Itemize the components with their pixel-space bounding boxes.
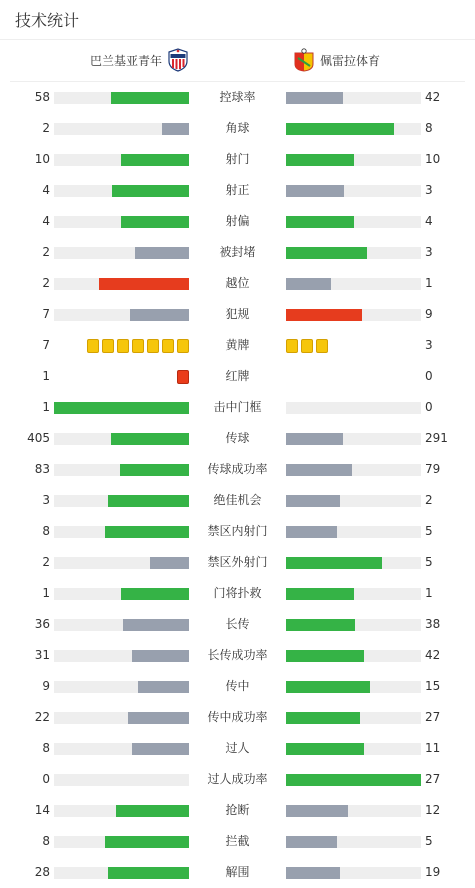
stat-label: 抢断 — [225, 803, 250, 817]
stat-label: 门将扑救 — [213, 586, 262, 600]
away-bar-fill — [286, 433, 343, 445]
away-value: 291 — [425, 431, 448, 445]
away-bar-track — [286, 588, 421, 600]
away-value: 3 — [425, 338, 433, 352]
away-bar-track — [286, 805, 421, 817]
away-bar-track — [286, 433, 421, 445]
away-value: 27 — [425, 710, 441, 724]
home-bar-track — [54, 123, 189, 135]
away-value: 1 — [425, 276, 433, 290]
home-bar-track — [54, 650, 189, 662]
away-team[interactable] — [293, 40, 380, 80]
home-value: 0 — [42, 772, 50, 786]
away-bar-track — [286, 836, 421, 848]
home-bar-track — [54, 433, 189, 445]
home-value: 4 — [42, 214, 50, 228]
stat-row — [0, 764, 475, 795]
home-bar-fill — [123, 619, 189, 631]
stat-label: 长传成功率 — [207, 648, 268, 662]
away-bar-track — [286, 309, 421, 321]
stat-label: 射正 — [225, 183, 250, 197]
away-bar-fill — [286, 867, 340, 879]
home-team[interactable] — [90, 40, 189, 80]
away-team-crest-icon — [293, 48, 315, 72]
away-bar-fill — [286, 216, 354, 228]
away-bar-track — [286, 712, 421, 724]
away-bar-track — [286, 247, 421, 259]
red-card-icon — [177, 370, 189, 384]
home-value: 31 — [34, 648, 50, 662]
away-bar-track — [286, 216, 421, 228]
away-bar-fill — [286, 650, 364, 662]
away-bar-track — [286, 185, 421, 197]
home-value: 22 — [34, 710, 50, 724]
away-cards — [286, 370, 421, 384]
stat-row — [0, 733, 475, 764]
away-bar-track — [286, 557, 421, 569]
home-bar-fill — [121, 216, 189, 228]
away-bar-track — [286, 464, 421, 476]
page-title: 技术统计 — [15, 11, 80, 30]
stat-row — [0, 826, 475, 857]
stat-row — [0, 392, 475, 423]
stat-label: 解围 — [225, 865, 250, 879]
home-bar-fill — [116, 805, 189, 817]
away-value: 5 — [425, 834, 433, 848]
home-bar-track — [54, 681, 189, 693]
away-bar-track — [286, 154, 421, 166]
home-bar-fill — [111, 92, 189, 104]
stat-label: 黄牌 — [225, 338, 250, 352]
home-value: 3 — [42, 493, 50, 507]
away-value: 5 — [425, 555, 433, 569]
home-bar-track — [54, 557, 189, 569]
away-value: 1 — [425, 586, 433, 600]
away-bar-fill — [286, 774, 421, 786]
home-bar-track — [54, 867, 189, 879]
home-bar-track — [54, 495, 189, 507]
stat-label: 射偏 — [225, 214, 250, 228]
stat-row — [0, 640, 475, 671]
home-value: 7 — [42, 307, 50, 321]
away-bar-fill — [286, 681, 370, 693]
away-team-name: 佩雷拉体育 — [320, 53, 381, 68]
away-value: 8 — [425, 121, 433, 135]
away-value: 0 — [425, 369, 433, 383]
home-bar-track — [54, 309, 189, 321]
away-bar-track — [286, 402, 421, 414]
stat-row — [0, 547, 475, 578]
stat-row — [0, 237, 475, 268]
away-value: 0 — [425, 400, 433, 414]
home-value: 83 — [34, 462, 50, 476]
home-bar-fill — [132, 650, 189, 662]
home-bar-track — [54, 154, 189, 166]
away-value: 38 — [425, 617, 441, 631]
home-bar-fill — [121, 154, 189, 166]
home-bar-track — [54, 588, 189, 600]
stat-row — [0, 330, 475, 361]
stat-label: 控球率 — [219, 90, 256, 104]
away-bar-track — [286, 123, 421, 135]
home-bar-fill — [120, 464, 189, 476]
away-value: 12 — [425, 803, 441, 817]
home-value: 2 — [42, 245, 50, 259]
stat-label: 角球 — [225, 121, 250, 135]
away-value: 19 — [425, 865, 441, 879]
home-bar-fill — [108, 867, 189, 879]
home-bar-fill — [105, 836, 189, 848]
away-bar-fill — [286, 588, 354, 600]
stat-row — [0, 671, 475, 702]
home-value: 8 — [42, 524, 50, 538]
away-value: 15 — [425, 679, 441, 693]
home-value: 8 — [42, 834, 50, 848]
away-bar-track — [286, 495, 421, 507]
home-bar-track — [54, 464, 189, 476]
away-value: 42 — [425, 90, 441, 104]
stat-row — [0, 857, 475, 888]
away-bar-fill — [286, 278, 331, 290]
stat-row — [0, 113, 475, 144]
away-bar-track — [286, 619, 421, 631]
stat-row — [0, 516, 475, 547]
stat-label: 犯规 — [225, 307, 250, 321]
away-bar-track — [286, 743, 421, 755]
away-bar-track — [286, 92, 421, 104]
away-bar-fill — [286, 557, 382, 569]
home-bar-fill — [111, 433, 189, 445]
home-value: 14 — [34, 803, 50, 817]
home-bar-track — [54, 712, 189, 724]
home-value: 2 — [42, 276, 50, 290]
stat-row — [0, 361, 475, 392]
home-bar-track — [54, 805, 189, 817]
stat-row — [0, 144, 475, 175]
home-value: 10 — [34, 152, 50, 166]
stat-label: 射门 — [225, 152, 250, 166]
away-value: 9 — [425, 307, 433, 321]
stat-label: 传中 — [225, 679, 250, 693]
home-value: 8 — [42, 741, 50, 755]
away-bar-fill — [286, 464, 352, 476]
away-bar-fill — [286, 526, 337, 538]
away-value: 27 — [425, 772, 441, 786]
away-bar-fill — [286, 836, 337, 848]
home-bar-fill — [54, 402, 189, 414]
away-value: 42 — [425, 648, 441, 662]
home-value: 28 — [34, 865, 50, 879]
away-bar-fill — [286, 805, 348, 817]
away-bar-fill — [286, 495, 340, 507]
away-value: 79 — [425, 462, 441, 476]
home-bar-fill — [121, 588, 189, 600]
stat-row — [0, 702, 475, 733]
stat-label: 越位 — [225, 276, 250, 290]
home-bar-track — [54, 92, 189, 104]
stat-label: 传中成功率 — [207, 710, 268, 724]
stat-label: 传球 — [225, 431, 250, 445]
home-cards — [54, 339, 189, 353]
yellow-card-icon — [177, 339, 189, 353]
home-value: 2 — [42, 121, 50, 135]
stat-row — [0, 82, 475, 113]
home-value: 7 — [42, 338, 50, 352]
home-bar-fill — [138, 681, 189, 693]
home-value: 1 — [42, 369, 50, 383]
home-bar-track — [54, 836, 189, 848]
stat-row — [0, 578, 475, 609]
stat-label: 长传 — [225, 617, 250, 631]
away-value: 4 — [425, 214, 433, 228]
stat-row — [0, 454, 475, 485]
away-bar-fill — [286, 619, 355, 631]
stat-row — [0, 423, 475, 454]
home-bar-fill — [162, 123, 189, 135]
home-value: 1 — [42, 586, 50, 600]
home-bar-fill — [132, 743, 189, 755]
away-bar-track — [286, 681, 421, 693]
stat-row — [0, 795, 475, 826]
home-bar-track — [54, 216, 189, 228]
home-bar-fill — [130, 309, 189, 321]
yellow-card-icon — [316, 339, 328, 353]
away-bar-fill — [286, 185, 344, 197]
away-bar-fill — [286, 123, 394, 135]
yellow-card-icon — [102, 339, 114, 353]
away-value: 5 — [425, 524, 433, 538]
away-bar-fill — [286, 92, 343, 104]
stat-label: 击中门框 — [213, 400, 262, 414]
yellow-card-icon — [117, 339, 129, 353]
stat-label: 传球成功率 — [207, 462, 268, 476]
home-cards — [54, 370, 189, 384]
stat-label: 过人成功率 — [207, 772, 268, 786]
home-bar-fill — [108, 495, 189, 507]
stat-row — [0, 206, 475, 237]
home-team-name: 巴兰基亚青年 — [89, 53, 162, 68]
stat-label: 绝佳机会 — [213, 493, 262, 507]
home-bar-track — [54, 278, 189, 290]
home-value: 36 — [34, 617, 50, 631]
stat-row — [0, 268, 475, 299]
stat-row — [0, 175, 475, 206]
away-bar-track — [286, 650, 421, 662]
yellow-card-icon — [147, 339, 159, 353]
stat-row — [0, 609, 475, 640]
stat-label: 禁区内射门 — [207, 524, 268, 538]
away-value: 11 — [425, 741, 441, 755]
stat-row — [0, 485, 475, 516]
home-bar-fill — [105, 526, 189, 538]
yellow-card-icon — [301, 339, 313, 353]
away-bar-fill — [286, 743, 364, 755]
away-value: 3 — [425, 183, 433, 197]
away-bar-track — [286, 774, 421, 786]
teams-bar — [10, 40, 465, 82]
yellow-card-icon — [162, 339, 174, 353]
home-bar-track — [54, 526, 189, 538]
away-bar-fill — [286, 712, 360, 724]
stat-label: 红牌 — [225, 369, 250, 383]
stats-list — [0, 82, 475, 888]
yellow-card-icon — [132, 339, 144, 353]
stat-label: 拦截 — [225, 834, 250, 848]
home-bar-fill — [150, 557, 189, 569]
home-value: 405 — [27, 431, 50, 445]
home-bar-fill — [135, 247, 189, 259]
away-bar-track — [286, 867, 421, 879]
away-value: 3 — [425, 245, 433, 259]
home-bar-track — [54, 402, 189, 414]
home-value: 4 — [42, 183, 50, 197]
home-bar-track — [54, 774, 189, 786]
away-bar-track — [286, 278, 421, 290]
home-bar-track — [54, 185, 189, 197]
home-bar-fill — [99, 278, 189, 290]
stat-label: 禁区外射门 — [207, 555, 268, 569]
away-bar-track — [286, 526, 421, 538]
home-value: 58 — [34, 90, 50, 104]
away-bar-fill — [286, 309, 362, 321]
home-bar-track — [54, 619, 189, 631]
home-bar-fill — [112, 185, 189, 197]
stats-header — [0, 0, 475, 40]
home-team-crest-icon — [167, 48, 189, 72]
home-value: 9 — [42, 679, 50, 693]
away-value: 2 — [425, 493, 433, 507]
stat-label: 被封堵 — [219, 245, 256, 259]
stat-label: 过人 — [225, 741, 250, 755]
away-value: 10 — [425, 152, 441, 166]
home-bar-track — [54, 247, 189, 259]
yellow-card-icon — [87, 339, 99, 353]
away-bar-fill — [286, 247, 367, 259]
home-bar-fill — [128, 712, 189, 724]
away-cards — [286, 339, 421, 353]
yellow-card-icon — [286, 339, 298, 353]
home-bar-track — [54, 743, 189, 755]
home-value: 1 — [42, 400, 50, 414]
home-value: 2 — [42, 555, 50, 569]
away-bar-fill — [286, 154, 354, 166]
stat-row — [0, 299, 475, 330]
